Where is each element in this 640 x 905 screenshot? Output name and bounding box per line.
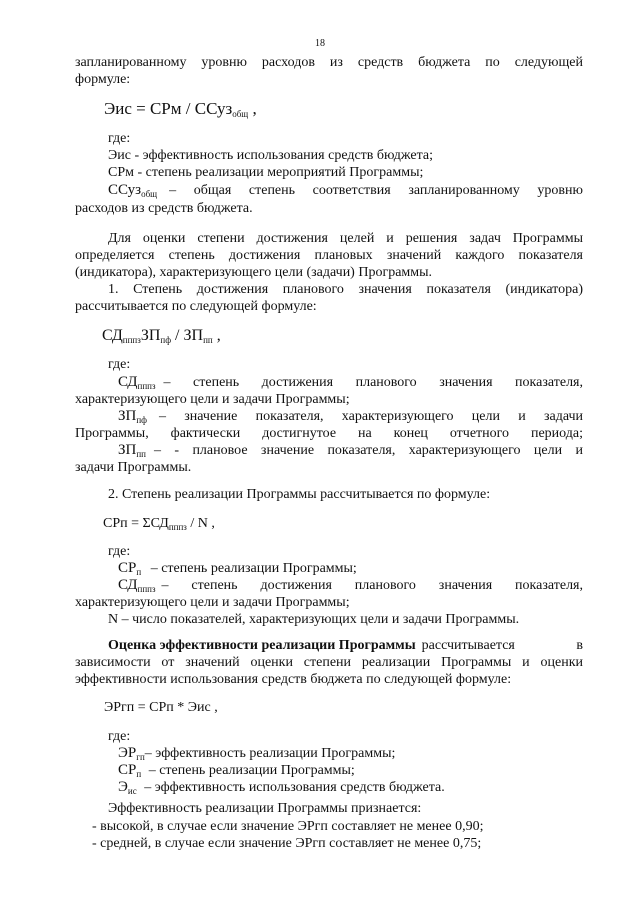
- text-line: N – число показателей, характеризующих цели и задачи Программы.: [108, 612, 520, 627]
- text-line: Эис - эффективность использования средств бюджета;: [108, 148, 434, 163]
- term-ergp: $ЭР_{гп}$: [118, 745, 145, 762]
- text-line: (индикатора), характеризующего цели (задачи) Программы.: [75, 265, 433, 280]
- text-line: где:: [108, 544, 131, 559]
- text-line: - средней, в случае если значение ЭРгп составляет не менее 0,75;: [92, 836, 482, 851]
- text-line: где:: [108, 357, 131, 372]
- text-line: Для оценки степени достижения целей и решения задач Программы: [108, 231, 583, 246]
- text-line: рассчитывается по следующей формуле:: [75, 299, 317, 314]
- text-line: $ЗП_{пп}$ – - плановое значение показателя, характеризующего цели и: [118, 442, 583, 463]
- term-sd2: $СД_{пппз}$: [118, 577, 156, 594]
- formula-srp: СРп = $\Sigma СД_{пппз}$ / N ,: [103, 516, 215, 532]
- heading-bold: Оценка эффективности реализации Программы: [108, 638, 416, 653]
- term-srp2: $СР_п$: [118, 762, 142, 779]
- formula-ergp: ЭРгп = СРп * Эис ,: [104, 700, 218, 715]
- text-line: 1. Степень достижения планового значения показателя (индикатора): [108, 282, 583, 297]
- page-number: 18: [315, 38, 325, 49]
- text-line: зависимости от значений оценки степени реализации Программы и оценки: [75, 655, 583, 670]
- term-zppf: $ЗП_{пф}$: [118, 408, 148, 425]
- text-line: ССуз$_{общ}$ – общая степень соответствия запланированному уровню: [108, 182, 583, 203]
- text-line: запланированному уровню расходов из средств бюджета по следующей: [75, 55, 583, 70]
- text-line: $СР_п$ – степень реализации Программы;: [118, 560, 357, 577]
- text-line: $СР_п$ – степень реализации Программы;: [118, 762, 355, 779]
- formula-sd: $СД_{пппз}ЗП_{пф} / ЗП_{пп}$ ,: [102, 327, 221, 345]
- text-line: задачи Программы.: [75, 460, 192, 475]
- text-line: СРм - степень реализации мероприятий Программы;: [108, 165, 424, 180]
- term-eis: $Э_{ис}$: [118, 779, 137, 796]
- text-line: определяется степень достижения плановых значений каждого показателя: [75, 248, 583, 263]
- text-line: $СД_{пппз}$ – степень достижения планового значения показателя,: [118, 577, 583, 598]
- formula-eis: Эис = СРм / ССуз$_{общ}$ ,: [104, 99, 257, 119]
- text-line: расходов из средств бюджета.: [75, 201, 253, 216]
- text-line: - высокой, в случае если значение ЭРгп составляет не менее 0,90;: [92, 819, 484, 834]
- text-line: $ЭР_{гп}-$ эффективность реализации Программы;: [118, 745, 396, 762]
- term-srp: $СР_п$: [118, 560, 142, 577]
- text-line: где:: [108, 729, 131, 744]
- text-line: эффективности использования средств бюджета по следующей формуле:: [75, 672, 512, 687]
- term-sd: $СД_{пппз}$: [118, 374, 156, 391]
- text-line: Эффективность реализации Программы признается:: [108, 801, 422, 816]
- text-line: где:: [108, 131, 131, 146]
- text-line: характеризующего цели и задачи Программы;: [75, 392, 350, 407]
- text-line: характеризующего цели и задачи Программы;: [75, 595, 350, 610]
- text-line: Оценка эффективности реализации Программы рассчитывается в: [108, 638, 583, 653]
- text-line: $Э_{ис}$ – эффективность использования средств бюджета.: [118, 779, 445, 796]
- text-line: Программы, фактически достигнутое на конец отчетного периода;: [75, 426, 583, 441]
- term-ssuz: ССуз$_{общ}$: [108, 182, 158, 199]
- text-line: $ЗП_{пф}$ – значение показателя, характеризующего цели и задачи: [118, 408, 583, 429]
- text-line: $СД_{пппз}$ – степень достижения планового значения показателя,: [118, 374, 583, 395]
- text-line: 2. Степень реализации Программы рассчитывается по формуле:: [108, 487, 491, 502]
- text-line: формуле:: [75, 72, 131, 87]
- term-zppp: $ЗП_{пп}$: [118, 442, 146, 459]
